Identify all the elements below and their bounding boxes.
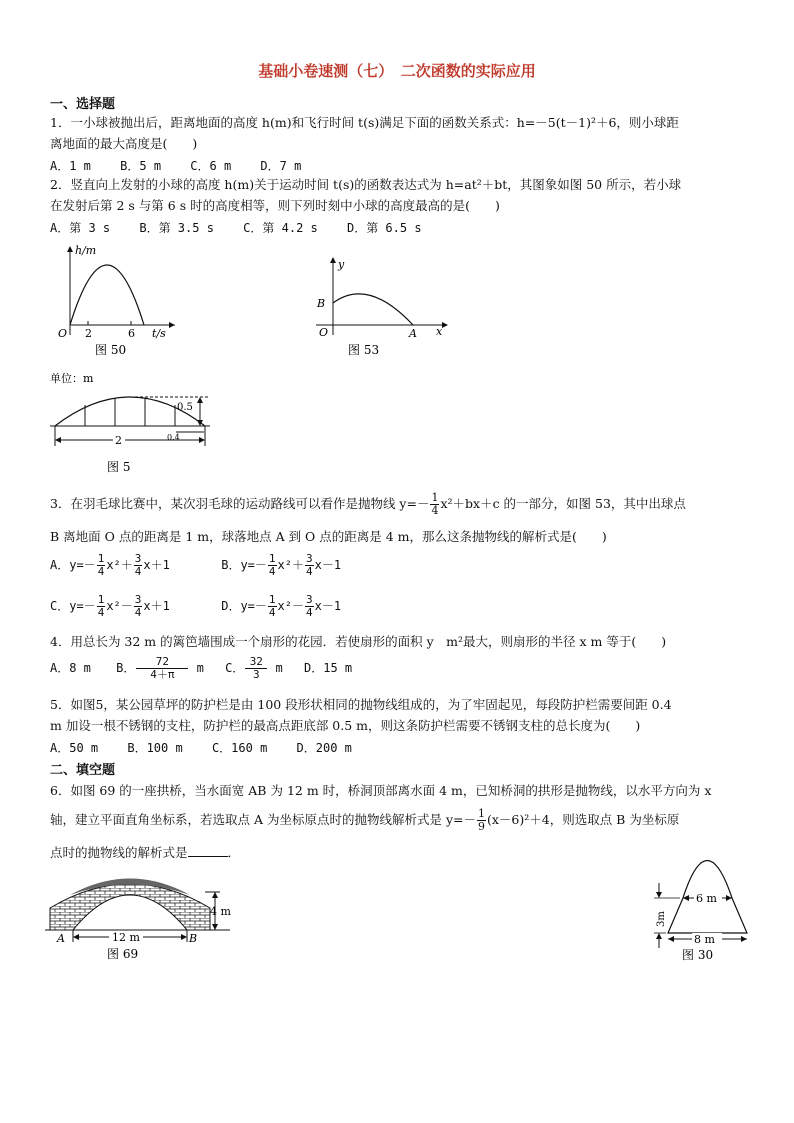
page-title: 基础小卷速测（七） 二次函数的实际应用 xyxy=(258,62,536,80)
q3-options-row1 xyxy=(50,553,341,578)
fig50-xlabel: t/s xyxy=(152,327,166,340)
frac-num: 32 xyxy=(245,656,267,669)
q4-opt-c-label: C． xyxy=(225,661,245,675)
fig30-top-label: 6 m xyxy=(696,892,717,905)
frac-den: 4 xyxy=(268,565,276,578)
frac-num: 3 xyxy=(134,593,142,606)
frac-num: 1 xyxy=(97,552,105,565)
fig5-width-arrow-right xyxy=(199,437,205,443)
fig53-origin: O xyxy=(319,326,329,339)
fig30-caption: 图 30 xyxy=(682,948,714,962)
figure-50 xyxy=(45,240,185,360)
q3-option-b[interactable] xyxy=(221,553,341,578)
q6-answer-blank[interactable] xyxy=(188,844,228,857)
q3-frac-num: 1 xyxy=(431,491,439,504)
fig53-point-a: A xyxy=(409,327,417,340)
q4-option-d[interactable]: D．15 m xyxy=(304,661,353,675)
fig69-height-arrow-bottom xyxy=(212,924,218,930)
q1-line2: 离地面的最大高度是( ) xyxy=(50,136,198,151)
q2-option-a[interactable]: A．第 3 s xyxy=(50,221,111,235)
q3-opt-c-frac2 xyxy=(134,594,143,619)
frac-den: 4 xyxy=(97,565,105,578)
fig50-tick2-label: 6 xyxy=(128,327,135,340)
frac-den: 4 xyxy=(97,606,105,619)
q6-line2 xyxy=(50,808,679,833)
q1-option-a[interactable]: A．1 m xyxy=(50,159,91,173)
fig69-width-label: 12 m xyxy=(112,931,140,944)
fig5-caption: 图 5 xyxy=(107,460,131,474)
frac-num: 1 xyxy=(477,807,485,820)
q3-text-b: x²＋bx＋c 的一部分，如图 53，其中出球点 xyxy=(440,496,686,511)
q3-opt-d-label: D．y=－ xyxy=(221,599,267,613)
q4-option-a[interactable]: A．8 m xyxy=(50,661,91,675)
section-fill-heading: 二、填空题 xyxy=(50,763,116,778)
fig50-parabola xyxy=(70,265,144,325)
q3-opt-b-frac2 xyxy=(305,553,314,578)
q3-opt-b-frac1 xyxy=(268,553,277,578)
q3-opt-a-label: A．y=－ xyxy=(50,558,96,572)
fig53-xlabel: x xyxy=(436,325,443,338)
q6-text-c: 点时的抛物线的解析式是 xyxy=(50,845,188,860)
figure-30 xyxy=(650,853,760,963)
fig69-width-arrow-right xyxy=(181,934,187,940)
section-choice-heading: 一、选择题 xyxy=(50,97,116,112)
fig50-y-arrow xyxy=(67,246,73,252)
figure-53 xyxy=(308,255,453,360)
q5-line2: m 加设一根不锈钢的支柱，防护栏的最高点距底部 0.5 m，则这条防护栏需要不锈钢支柱的总长度为( ) xyxy=(50,718,641,733)
q5-line1: 5．如图5，某公园草坪的防护栏是由 100 段形状相同的抛物线组成的，为了牢固起见，每段防护栏需要间距 0.4 xyxy=(50,697,672,712)
fig53-point-b: B xyxy=(317,297,326,310)
frac-den: 9 xyxy=(477,820,485,833)
q2-option-d[interactable]: D．第 6.5 s xyxy=(346,221,422,235)
frac-num: 1 xyxy=(268,593,276,606)
q2-line1: 2．竖直向上发射的小球的高度 h(m)关于运动时间 t(s)的函数表达式为 h=at²＋bt，其图象如图 50 所示，若小球 xyxy=(50,177,682,192)
fig5-unit: 单位：m xyxy=(50,372,94,385)
q3-opt-a-part2: x＋1 xyxy=(143,558,170,572)
q5-option-d[interactable]: D．200 m xyxy=(296,741,352,755)
q3-opt-b-part2: x－1 xyxy=(314,558,342,572)
q2-option-c[interactable]: C．第 4.2 s xyxy=(243,221,318,235)
frac-den: 4 xyxy=(134,565,142,578)
fig5-height-label: 0.5 xyxy=(177,402,193,413)
frac-num: 1 xyxy=(268,552,276,565)
q5-option-a[interactable]: A．50 m xyxy=(50,741,99,755)
fig53-caption: 图 53 xyxy=(348,343,380,357)
figure-69 xyxy=(45,870,245,965)
q4-opt-c-unit: m xyxy=(275,661,283,675)
q3-fraction xyxy=(430,492,439,517)
fig50-ylabel: h/m xyxy=(75,244,97,257)
frac-num: 72 xyxy=(136,656,188,669)
frac-den: 4＋π xyxy=(150,668,175,681)
frac-den: 4 xyxy=(134,606,142,619)
fig53-y-arrow xyxy=(330,257,336,263)
fig53-parabola xyxy=(333,294,413,325)
fig5-width-label: 2 xyxy=(115,434,122,447)
fig53-x-arrow xyxy=(442,322,448,328)
q3-opt-d-frac1 xyxy=(268,594,277,619)
q5-option-c[interactable]: C．160 m xyxy=(211,741,268,755)
q3-frac-den: 4 xyxy=(431,504,439,517)
q6-text-a: 轴，建立平面直角坐标系，若选取点 A 为坐标原点时的抛物线解析式是 y=－ xyxy=(50,812,476,827)
fig69-height-arrow-top xyxy=(212,892,218,898)
fig5-height-arrow-bottom xyxy=(197,420,203,426)
fig50-tick1-label: 2 xyxy=(85,327,92,340)
q3-opt-b-label: B．y=－ xyxy=(221,558,267,572)
frac-num: 3 xyxy=(134,552,142,565)
fig50-caption: 图 50 xyxy=(95,343,127,357)
q1-option-d[interactable]: D．7 m xyxy=(260,159,302,173)
q4-opt-b-label: B． xyxy=(116,661,136,675)
frac-den: 3 xyxy=(253,668,260,681)
frac-num: 1 xyxy=(97,593,105,606)
q3-opt-a-frac2 xyxy=(134,553,143,578)
q3-opt-d-frac2 xyxy=(305,594,314,619)
fig30-bottom-arrow-left xyxy=(668,936,674,942)
q3-opt-c-frac1 xyxy=(97,594,106,619)
q3-line2: B 离地面 O 点的距离是 1 m，球落地点 A 到 O 点的距离是 4 m，那么这条抛物线的解析式是( ) xyxy=(50,529,607,544)
q6-line1: 6．如图 69 的一座拱桥，当水面宽 AB 为 12 m 时，桥洞顶部离水面 4 m，已知桥洞的拱形是抛物线，以水平方向为 x xyxy=(50,783,712,798)
q1-option-c[interactable]: C．6 m xyxy=(190,159,232,173)
q3-text-a: 3．在羽毛球比赛中，某次羽毛球的运动路线可以看作是抛物线 y=－ xyxy=(50,496,430,511)
fig69-caption: 图 69 xyxy=(107,947,139,961)
frac-num: 3 xyxy=(306,593,313,606)
frac-den: 4 xyxy=(268,606,276,619)
fig53-ylabel: y xyxy=(338,258,345,271)
q4-opt-c-frac xyxy=(245,656,267,681)
q3-opt-a-frac1 xyxy=(97,553,106,578)
fig30-bottom-arrow-right xyxy=(741,936,747,942)
figure-5 xyxy=(45,370,215,480)
q3-opt-d-part2: x－1 xyxy=(314,599,342,613)
q5-options xyxy=(50,739,374,756)
q3-option-d[interactable] xyxy=(221,594,341,619)
q6-fraction xyxy=(477,808,486,833)
q4-options xyxy=(50,656,352,681)
q4-option-b[interactable] xyxy=(116,655,204,681)
q4-line1: 4．用总长为 32 m 的篱笆墙围成一个扇形的花园．若使扇形的面积 y m²最大，则扇形的半径 x m 等于( ) xyxy=(50,634,667,649)
q6-line3: 点时的抛物线的解析式是 ． xyxy=(50,845,241,860)
fig30-bottom-label: 8 m xyxy=(694,933,715,946)
q1-option-b[interactable]: B．5 m xyxy=(120,159,162,173)
frac-den: 4 xyxy=(306,565,313,578)
q2-option-b[interactable]: B．第 3.5 s xyxy=(139,221,214,235)
fig30-side-arrow-bottom xyxy=(656,933,662,939)
q2-line2: 在发射后第 2 s 与第 6 s 时的高度相等，则下列时刻中小球的高度最高的是( ) xyxy=(50,198,500,213)
q4-option-c[interactable] xyxy=(225,655,283,681)
fig69-point-a: A xyxy=(57,932,65,945)
q1-line1: 1．一小球被抛出后，距离地面的高度 h(m)和飞行时间 t(s)满足下面的函数关系式：h=－5(t－1)²＋6，则小球距 xyxy=(50,115,679,130)
q4-opt-b-frac xyxy=(136,656,188,681)
q4-opt-b-unit: m xyxy=(196,661,204,675)
fig69-bridge-body xyxy=(50,884,210,930)
q2-options xyxy=(50,219,444,236)
q5-option-b[interactable]: B．100 m xyxy=(127,741,183,755)
fig30-side-arrow-top xyxy=(656,892,662,898)
q3-opt-d-part1: x²－ xyxy=(277,599,304,613)
q3-option-a[interactable] xyxy=(50,553,214,578)
q3-opt-c-part2: x＋1 xyxy=(143,599,170,613)
fig5-gap-label: 0.4 xyxy=(167,433,180,442)
fig69-point-b: B xyxy=(189,932,198,945)
frac-num: 3 xyxy=(306,552,313,565)
q3-opt-b-part1: x²＋ xyxy=(277,558,304,572)
fig5-height-arrow-top xyxy=(197,397,203,403)
q3-opt-c-label: C．y=－ xyxy=(50,599,96,613)
fig30-side-label: 3m xyxy=(656,911,667,927)
q3-option-c[interactable] xyxy=(50,594,214,619)
fig69-width-arrow-left xyxy=(73,934,79,940)
q3-options-row2 xyxy=(50,594,341,619)
fig69-height-label: 4 m xyxy=(210,905,231,918)
q3-opt-a-part1: x²＋ xyxy=(106,558,133,572)
fig50-origin: O xyxy=(58,327,68,340)
q1-options xyxy=(50,157,323,174)
q6-text-b: (x－6)²＋4，则选取点 B 为坐标原 xyxy=(486,812,680,827)
fig50-x-arrow xyxy=(169,322,175,328)
fig5-width-arrow-left xyxy=(55,437,61,443)
q3-opt-c-part1: x²－ xyxy=(106,599,133,613)
frac-den: 4 xyxy=(306,606,313,619)
q3-line1 xyxy=(50,492,686,517)
